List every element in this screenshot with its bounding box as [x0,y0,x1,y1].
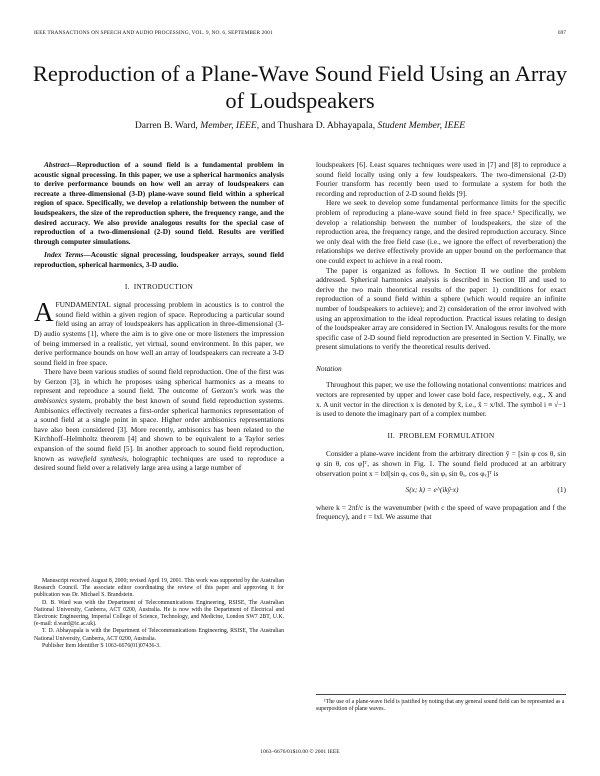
intro-paragraph-1 [34,297,284,367]
intro-p1-text: FUNDAMENTAL signal processing problem in acoustics is to control the sound field within a given region of space. Reproducing a particular sound field using an array of loudspeakers has application in three-dimensional (3-D) audio systems [1], where the aim is to give one or more listeners the impression of being immersed in a realistic, yet virtual, sound environment. In this paper, we derive performance bounds on how well an array of loudspeakers can recreate a 3-D sound field in free space. [34,300,284,367]
left-column [34,160,284,473]
drop-cap: A [34,297,54,328]
wavefield-synthesis-term: wavefield synthesis [68,453,127,463]
footnote-1: ¹The use of a plane-wave field is justified by noting that any general sound field can be represented as a superposition of plane waves. [316,699,565,713]
footnote-manuscript: Manuscript received August 8, 2000; revised April 19, 2001. This work was supported by the Australian Research Council. The associate editor coordinating the review of this paper and approving it for publication was Dr. Michael S. Brandstein. [34,578,284,599]
author-1-name: Darren B. Ward, [134,120,198,131]
section-2-heading: II. PROBLEM FORMULATION [387,430,495,440]
problem-paragraph-2: where k = 2πf/c is the wavenumber (with c the speed of wave propagation and f the frequency), and r = ‖x‖. We assume that [316,502,566,522]
footnote-pii: Publisher Item Identifier S 1063-6676(01)07436-3. [42,642,161,649]
problem-paragraph-1: Consider a plane-wave incident from the arbitrary direction ŷ = [sin φ cos θ, sin φ sin θ, cos φ]ᵀ, as shown in Fig. 1. The sound field produced at an arbitrary observation point x = ‖x‖[sin φₓ cos θₓ, sin φₓ sin θₓ, cos φₓ]ᵀ is [316,449,566,478]
page-number: 697 [557,30,566,36]
author-1-role: Member, IEEE, [200,120,260,131]
intro-p2-part-b: system, probably the best known of sound field reproduction systems. Ambisonics effectively recreates a first-order spherical harmonics representation of a sound field at a single point in space. Higher order ambisonics representations have also been considered [3]. More recently, ambisonics has been related to the Kirchhoff–Helmholtz theorem [4] and shown to be equivalent to a Taylor series expansion of the sound field [5]. In another approach to sound field reproduction, known as [34,396,284,463]
right-paragraph-1: loudspeakers [6]. Least squares techniques were used in [7] and [8] to reproduce a sound field locally using only a few loudspeakers. The two-dimensional (2-D) Fourier transform has recently been used to formulate a system for both the recording and reproduction of 2-D sound fields [9]. [316,160,566,198]
right-footnote [316,694,566,713]
left-footnotes [34,578,284,650]
author-2-role: Student Member, IEEE [377,120,466,131]
section-1-heading: I. INTRODUCTION [124,281,194,291]
journal-header: IEEE TRANSACTIONS ON SPEECH AND AUDIO PROCESSING, VOL. 9, NO. 6, SEPTEMBER 2001 [34,30,273,36]
author-line [30,120,570,131]
abstract-label: Abstract— [44,160,77,169]
index-terms-label: Index Terms— [44,250,91,260]
notation-paragraph: Throughout this paper, we use the following notational conventions: matrices and vectors are represented by upper and lower case bold face, respectively, e.g., X and x. A unit vector in the direction x is denoted by x̂, i.e., x̂ = x/‖x‖. The symbol i ≡ √−1 is used to denote the imaginary part of a complex number. [316,380,566,419]
equation-1-body: S(x; k) = e^(ikŷ·x) [405,485,459,495]
author-2-name: Thushara D. Abhayapala, [277,120,376,131]
intro-p2-part-c: , holographic techniques are used to reproduce a desired sound field over a relatively large area using a large number of [34,453,284,473]
index-terms [34,250,284,269]
author-and: and [261,120,276,131]
index-terms-text: Acoustic signal processing, loudspeaker arrays, sound field reproduction, spherical harmonics, 3-D audio. [34,250,284,269]
intro-p2-part-a: There have been various studies of sound field reproduction. One of the first was by Gerzon [3], in which he proposes using spherical harmonics as a means to represent and reproduce a sound field. The outcome of Gerzon’s work was the [34,367,284,396]
notation-heading: Notation [316,363,342,373]
intro-paragraph-2 [34,367,284,473]
equation-1-number: (1) [557,485,566,495]
abstract-text: Reproduction of a sound field is a fundamental problem in acoustic signal processing. In this paper, we use a spherical harmonics analysis to derive performance bounds on how well an array of loudspeakers can recreate a three-dimensional (3-D) plane-wave sound field within a spherical region of space. Specifically, we develop a relationship between the number of loudspeakers, the size of the reproduction sphere, the frequency range, and the desired accuracy. We also provide analogous results for the special case of reproduction of a two-dimensional (2-D) sound field. Results are verified through computer simulations. [34,160,284,246]
equation-1 [316,485,566,495]
right-paragraph-2: Here we seek to develop some fundamental performance limits for the specific problem of reproducing a plane-wave sound field in free space.¹ Specifically, we develop a relationship between the number of loudspeakers, the size of the reproduction area, the frequency range, and the desired reproduction accuracy. Since we only deal with the free field case (i.e., we ignore the effect of reverberation) the relationships we derive effectively provide an upper bound on the performance that one could expect to achieve in a real room. [316,198,566,265]
paper-title: Reproduction of a Plane-Wave Sound Field Using an Array of Loudspeakers [32,61,568,113]
right-paragraph-3: The paper is organized as follows. In Section II we outline the problem addressed. Spherical harmonics analysis is described in Section III and used to derive the two main theoretical results of the paper: 1) conditions for exact reproduction of a sound field within a sphere (which would require an infinite number of loudspeakers to achieve); and 2) consideration of the error involved with using an approximation to the ideal reproduction. Practical issues relating to design of the loudspeaker array are considered in Section IV. Analogous results for the more specific case of 2-D sound field reproduction are presented in Section V. Finally, we present simulations to verify the theoretical results derived. [316,265,566,352]
abstract [34,160,284,246]
copyright-footer: 1063–6676/01$10.00 © 2001 IEEE [260,749,340,755]
footnote-ward: D. B. Ward was with the Department of Telecommunications Engineering, RSISE, The Australian National University, Canberra, ACT 0200, Australia. He is now with the Department of Electrical and Electronic Engineering, Imperial College of Science, Technology, and Medicine, London SW7 2BT, U.K. (e-mail: d.ward@ic.ac.uk). [34,599,284,628]
right-column [316,160,566,522]
footnote-abhayapala: T. D. Abhayapala is with the Department of Telecommunications Engineering, RSISE, The Australian National University, Canberra, ACT 0200, Australia. [34,628,284,642]
ambisonics-term: ambisonics [34,396,68,406]
